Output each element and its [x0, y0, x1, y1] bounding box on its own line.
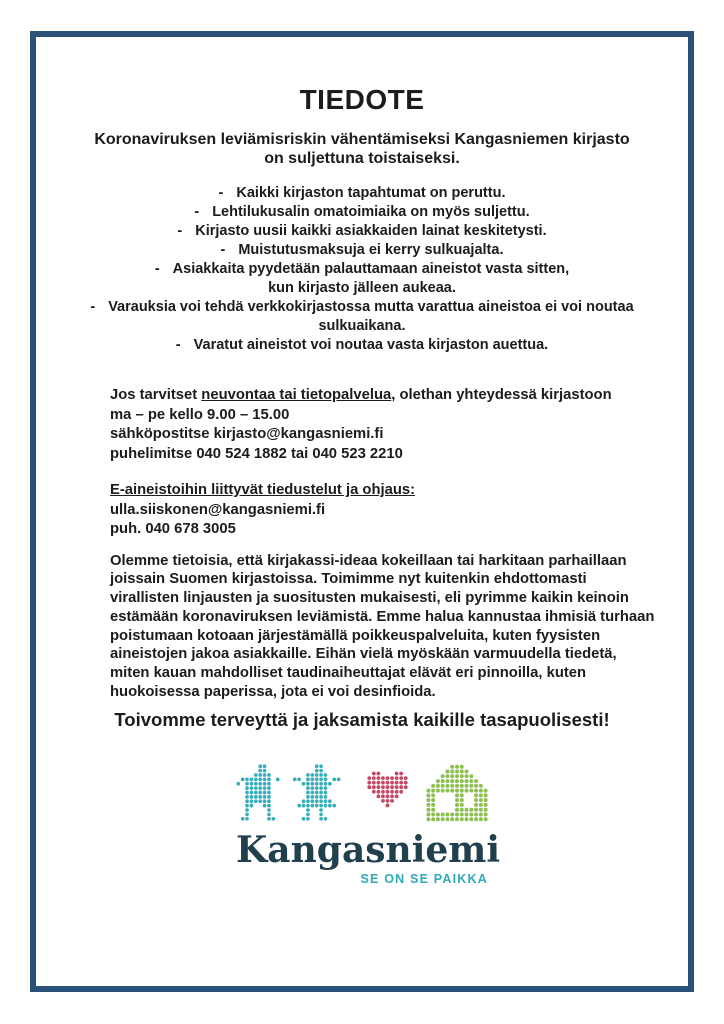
bullet-item — [36, 184, 688, 203]
paragraph-line: huokoisessa paperissa, jota ei voi desinfioida. — [110, 684, 436, 701]
bullet-item — [36, 241, 688, 260]
bullet-item — [36, 298, 688, 317]
bullet-list — [36, 184, 688, 355]
eservices-phone: puh. 040 678 3005 — [110, 521, 236, 537]
contact-intro-line — [110, 386, 670, 406]
bullet-continuation-line — [36, 279, 688, 298]
paragraph-line: poistumaan kotoaan järjestämällä poikkeuspalveluita, kuten fyysisten — [110, 627, 601, 644]
opening-hours: ma – pe kello 9.00 – 15.00 — [110, 406, 290, 423]
contact-intro-after: , olethan yhteydessä kirjastoon — [391, 387, 612, 403]
bullet-dash: - — [220, 242, 226, 258]
paragraph-line: aineistojen jakoa asiakkaille. Eihän vielä myöskään varmuudella tiedetä, — [110, 646, 617, 663]
bullet-text: kun kirjasto jälleen aukeaa. — [268, 280, 456, 296]
notice-document — [36, 36, 688, 886]
bullet-item — [36, 222, 688, 241]
kangasniemi-logo — [236, 764, 501, 886]
bullet-text: Kirjasto uusii kaikki asiakkaiden lainat keskitetysti. — [195, 223, 547, 239]
bullet-text: Varatut aineistot voi noutaa vasta kirjaston auettua. — [193, 337, 549, 353]
paragraph-line: joissain Suomen kirjastoissa. Toimimme nyt kuitenkin ehdottomasti — [110, 571, 587, 588]
logo-tagline: SE ON SE PAIKKA — [360, 871, 488, 886]
eservices-email: ulla.siiskonen@kangasniemi.fi — [110, 501, 326, 518]
bullet-dash: - — [218, 185, 224, 201]
bullet-item — [36, 336, 688, 355]
page-title: TIEDOTE — [299, 84, 425, 115]
bullet-continuation-line — [36, 317, 688, 336]
bullet-dash: - — [154, 261, 160, 277]
eservices-block — [110, 481, 670, 540]
bullet-item — [36, 203, 688, 222]
bullet-text: sulkuaikana. — [318, 318, 406, 334]
contact-email: sähköpostitse kirjasto@kangasniemi.fi — [110, 426, 384, 442]
bullet-dash: - — [194, 204, 200, 220]
bullet-text: Kaikki kirjaston tapahtumat on peruttu. — [236, 185, 506, 201]
bullet-text: Varauksia voi tehdä verkkokirjastossa mutta varattua aineistoa ei voi noutaa — [108, 299, 634, 315]
closing-statement: Toivomme terveyttä ja jaksamista kaikille tasapuolisesti! — [114, 708, 610, 730]
contact-phone: puhelimitse 040 524 1882 tai 040 523 2210 — [110, 445, 403, 462]
house-icon — [426, 764, 488, 822]
eservices-heading: E-aineistoihin liittyvät tiedustelut ja ohjaus: — [110, 482, 416, 498]
bullet-dash: - — [175, 337, 181, 353]
notice-subtitle — [36, 130, 688, 168]
contact-intro-underlined: neuvontaa tai tietopalvelua — [201, 387, 392, 403]
paragraph-line: Olemme tietoisia, että kirjakassi-ideaa kokeillaan tai harkitaan parhaillaan — [110, 552, 627, 569]
bullet-dash: - — [177, 223, 183, 239]
bullet-item — [36, 260, 688, 279]
paragraph-line: miten kauan mahdolliset taudinaiheuttajat elävät eri pinnoilla, kuten — [110, 665, 587, 682]
body-paragraph — [110, 552, 670, 702]
logo-wordmark: Kangasniemi — [236, 828, 501, 871]
man-figure-icon — [236, 764, 280, 821]
bullet-text: Asiakkaita pyydetään palauttamaan aineistot vasta sitten, — [172, 261, 570, 277]
contact-intro-before: Jos tarvitset — [110, 387, 202, 403]
heart-icon — [367, 771, 408, 808]
paragraph-line: estämään koronaviruksen leviämistä. Emme halua kannustaa ihmisiä turhaan — [110, 608, 655, 625]
paragraph-line: virallisten linjausten ja suositusten mukaisesti, eli pyrimme kaikin keinoin — [110, 590, 629, 607]
woman-figure-icon — [288, 764, 341, 821]
logo-icons-row — [236, 764, 488, 822]
bullet-text: Lehtilukusalin omatoimiaika on myös suljettu. — [212, 204, 530, 220]
bullet-dash: - — [90, 299, 96, 315]
bullet-text: Muistutusmaksuja ei kerry sulkuajalta. — [238, 242, 504, 258]
subtitle-line: on suljettuna toistaiseksi. — [264, 150, 460, 167]
subtitle-line: Koronaviruksen leviämisriskin vähentämiseksi Kangasniemen kirjasto — [94, 131, 630, 148]
contact-info-block — [110, 386, 670, 464]
